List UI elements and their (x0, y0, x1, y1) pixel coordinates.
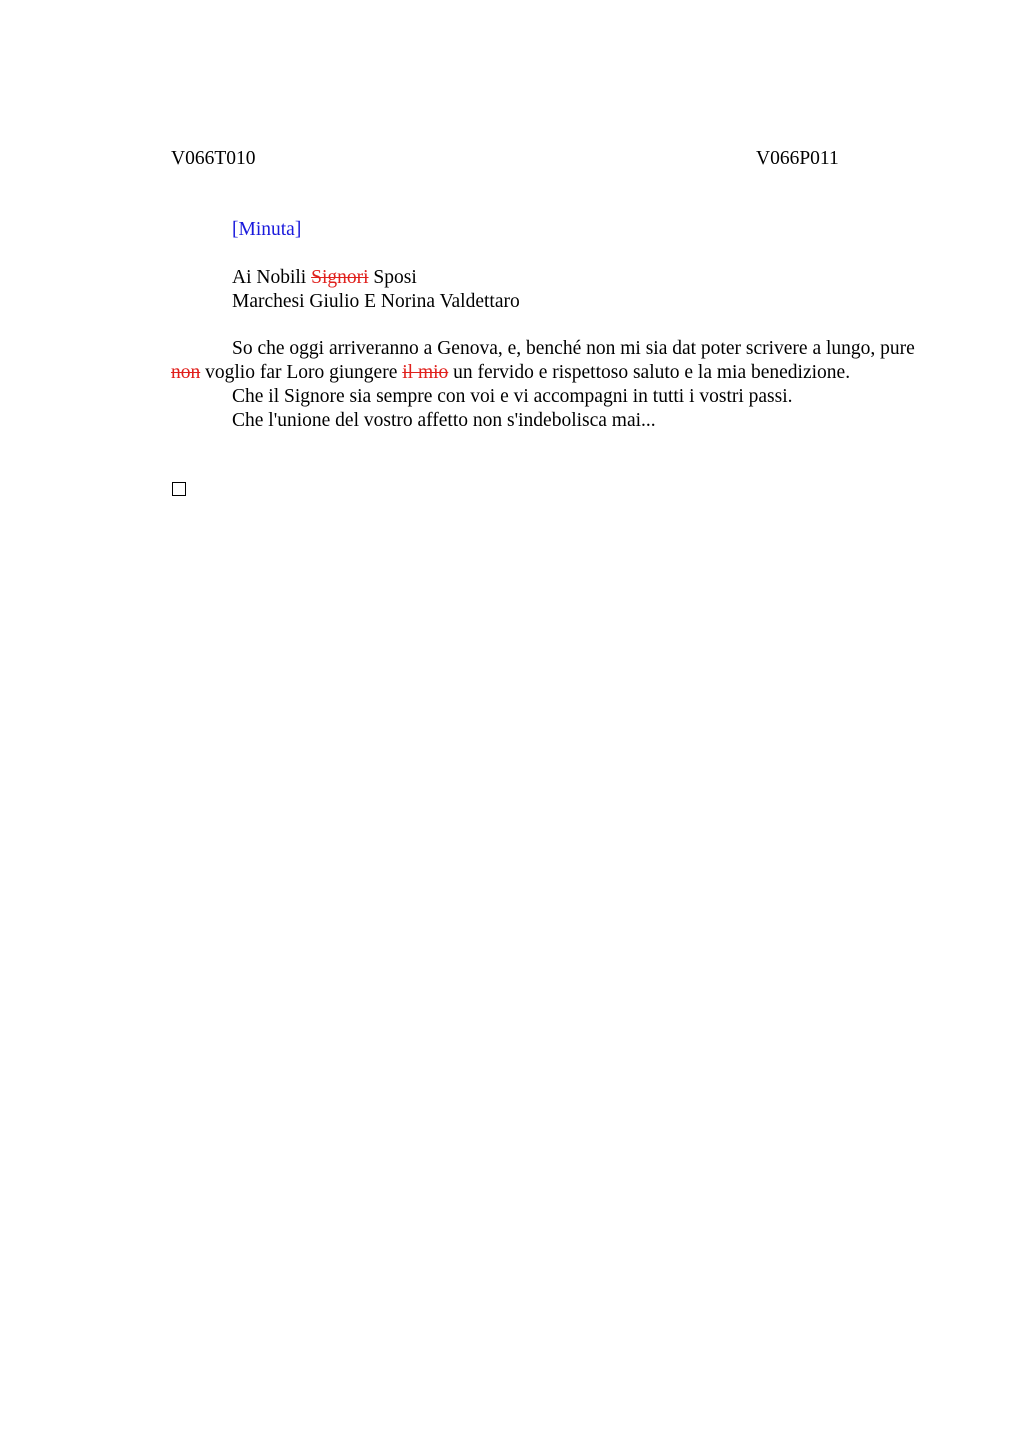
paragraph-2: Che il Signore sia sempre con voi e vi accompagni in tutti i vostri passi. (232, 386, 793, 407)
paragraph-1-part-b: voglio far Loro giungere (205, 362, 398, 383)
address-block (232, 266, 520, 314)
paragraph-1-part-a: So che oggi arriveranno a Genova, e, benché non mi sia dat poter scrivere a lungo, pure (232, 338, 915, 359)
document-code-left: V066T010 (171, 148, 256, 169)
paragraph-1-part-c: un fervido e rispettoso saluto e la mia benedizione. (453, 362, 851, 383)
paragraph-1 (171, 337, 931, 385)
address-prefix: Ai Nobili (232, 267, 307, 288)
draft-label: [Minuta] (232, 219, 302, 240)
address-suffix: Sposi (373, 267, 417, 288)
deleted-word: Signori (311, 267, 369, 288)
paragraph-3: Che l'unione del vostro affetto non s'indebolisca mai... (232, 410, 656, 431)
address-line-2: Marchesi Giulio E Norina Valdettaro (232, 291, 520, 312)
deleted-word: il mio (402, 362, 449, 383)
letter-body (171, 337, 931, 433)
address-line-1 (232, 266, 520, 290)
deleted-word: non (171, 362, 201, 383)
end-marker-box-icon (172, 482, 186, 496)
document-code-right: V066P011 (756, 148, 839, 169)
